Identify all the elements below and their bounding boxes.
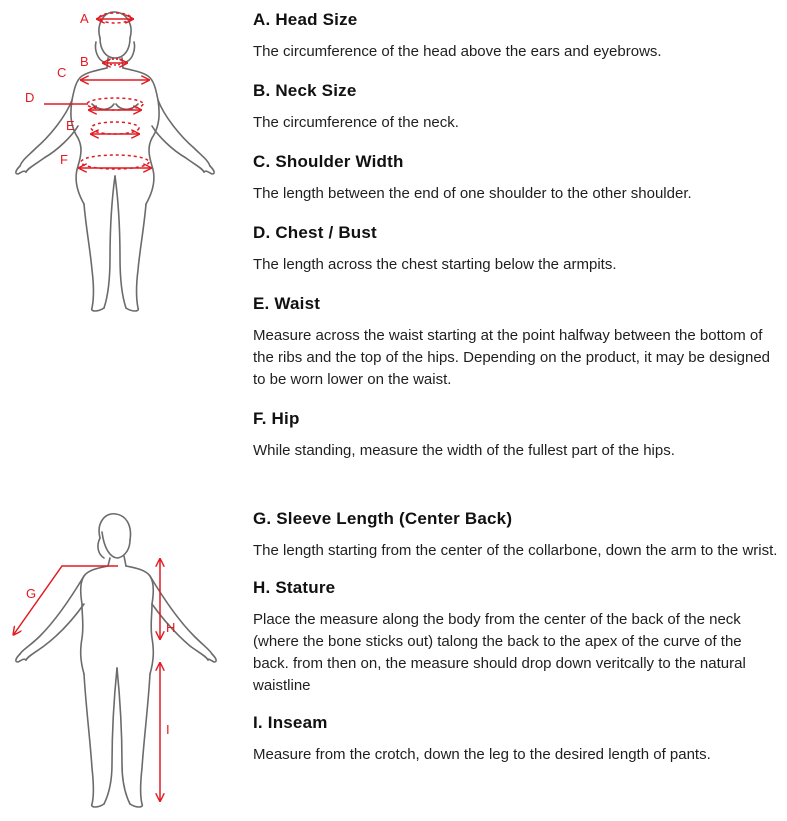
measurement-waist <box>253 293 778 391</box>
measurement-description: The length across the chest starting below the armpits. <box>253 256 617 273</box>
measurement-sleeve-length <box>253 508 778 562</box>
measurement-title: D. Chest / Bust <box>253 223 377 242</box>
front-body-svg <box>0 8 230 318</box>
measurement-neck-size <box>253 80 778 134</box>
label-f: F <box>60 152 68 167</box>
measurement-description: Measure from the crotch, down the leg to the desired length of pants. <box>253 746 711 763</box>
measurement-chest-bust <box>253 222 778 276</box>
measurement-list-length <box>253 508 778 766</box>
measurement-description: Measure across the waist starting at the point halfway between the bottom of the ribs and the top of the hips. Depending on the product, it may be designed to be worn lower on the waist. <box>253 327 771 388</box>
front-body-outline <box>16 12 214 311</box>
measurement-list-front <box>253 9 778 462</box>
measurement-inseam <box>253 712 778 766</box>
label-h: H <box>166 620 176 635</box>
measurement-head-size <box>253 9 778 63</box>
measurement-title: H. Stature <box>253 578 336 597</box>
label-c: C <box>57 65 67 80</box>
front-body-diagram <box>0 8 230 318</box>
measurement-description: The length between the end of one shoulder to the other shoulder. <box>253 185 692 202</box>
label-e: E <box>66 118 75 133</box>
label-i: I <box>166 722 170 737</box>
label-g: G <box>26 586 37 601</box>
side-body-outline <box>16 514 216 807</box>
label-b: B <box>80 54 89 69</box>
measurement-hip <box>253 408 778 462</box>
measurement-description: While standing, measure the width of the fullest part of the hips. <box>253 442 675 459</box>
measurement-title: C. Shoulder Width <box>253 152 404 171</box>
measurement-description: The circumference of the neck. <box>253 114 459 131</box>
side-body-svg <box>0 508 230 813</box>
measurement-shoulder-width <box>253 151 778 205</box>
measurement-stature <box>253 577 778 697</box>
label-d: D <box>25 90 35 105</box>
measurement-title: B. Neck Size <box>253 81 357 100</box>
measurement-description: The circumference of the head above the ears and eyebrows. <box>253 43 662 60</box>
side-body-diagram <box>0 508 230 813</box>
measurement-title: F. Hip <box>253 409 300 428</box>
measurement-description: The length starting from the center of the collarbone, down the arm to the wrist. <box>253 542 778 559</box>
measurement-title: A. Head Size <box>253 10 358 29</box>
label-a: A <box>80 11 89 26</box>
measurement-title: I. Inseam <box>253 713 328 732</box>
measurement-description: Place the measure along the body from the center of the back of the neck (where the bone sticks out) talong the back to the apex of the curve of the back. from then on, the measure should drop down veritcally to the natural waistline <box>253 611 746 694</box>
measurement-title: E. Waist <box>253 294 321 313</box>
measurement-title: G. Sleeve Length (Center Back) <box>253 509 513 528</box>
